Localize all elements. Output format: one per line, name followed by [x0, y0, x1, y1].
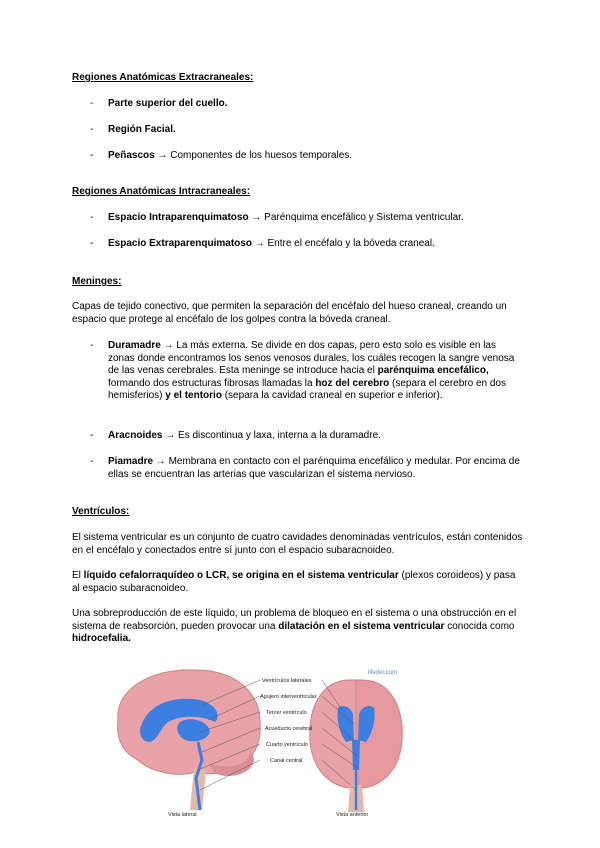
label-acueducto-cerebral: Acueducto cerebral	[265, 726, 313, 732]
heading-ventriculos: Ventrículos:	[72, 506, 130, 517]
anterior-brain-illustration	[310, 680, 402, 812]
ventriculos-p3: Una sobreproducción de este líquido, un problema de bloqueo en el sistema o una obstrucción en el sistema de reabsorción, pueden provocar una dilatación en el sistema ventricular conocida como hidrocefalia.	[72, 608, 517, 644]
lateral-brain-illustration	[118, 670, 261, 810]
heading-extracraneales: Regiones Anatómicas Extracraneales:	[72, 72, 254, 83]
ventriculos-p2: El líquido cefalorraquídeo o LCR, se origina en el sistema ventricular (plexos coroideos) y pasa al espacio subaracnoideo.	[72, 570, 516, 594]
document-page: Regiones Anatómicas Extracraneales: - Parte superior del cuello. - Región Facial. - Peñascos → Componentes de los huesos temporales. Regiones Anatómicas Intracraneales: - Espacio Intraparenquimatoso → Parénquima encefálico y Sistema ventricular. - Espacio Extraparenquimatoso → Entre el encéfalo y la bóveda craneal. Meninges: Capas de tejido conectivo, que permiten la separación del encéfalo del hueso craneal, creando un espacio que protege al encéfalo de los golpes contra la bóveda craneal. - Duramadre → La más externa. Se divide en dos capas, pero esto solo es visible en las zonas donde encontramos los senos venosos durales, los cuáles recogen la sangre venosa de las venas cerebrales. Esta meninge se introduce hacia el parénquima encefálico, formando dos estructuras fibrosas llamadas la hoz del cerebro (separa el cerebro en dos hemisferios) y el tentorio (separa la cavidad craneal en superior e inferior). - Aracnoides → Es discontinua y laxa, interna a la duramadre. - Piamadre → Membrana en contacto con el parénquima encefálico y medular. Por encima de ellas se encuentran las arterias que vascularizan el sistema nervioso. Ventrículos: El sistema ventricular es un conjunto de cuatro cavidades denominadas ventrículos, están contenidos en el encéfalo y conectados entre sí junto con el espacio subaracnoideo. El líquido cefalorraquídeo o LCR, se origina en el sistema ventricular (plexos coroideos) y pasa al espacio subaracnoideo. Una sobreproducción de este líquido, un problema de bloqueo en el sistema o una obstrucción en el sistema de reabsorción, pueden provocar una dilatación en el sistema ventricular conocida como hidrocefalia. Ventrículos laterales Agujero interventricular Tercer ventrículo Acueducto cerebral Cuarto ventrículo Canal central lifeder.com Vista lateral Vista anterior	[72, 72, 523, 818]
heading-meninges: Meninges:	[72, 276, 122, 287]
label-cuarto-ventriculo: Cuarto ventrículo	[266, 742, 308, 748]
label-canal-central: Canal central	[270, 758, 303, 764]
caption-vista-anterior: Vista anterior	[336, 812, 369, 818]
meninges-intro: Capas de tejido conectivo, que permiten la separación del encéfalo del hueso craneal, creando un espacio que protege al encéfalo de los golpes contra la bóveda craneal.	[72, 301, 507, 325]
label-ventriculos-laterales: Ventrículos laterales	[262, 678, 312, 684]
ventricular-system-figure	[110, 660, 440, 820]
heading-intracraneales: Regiones Anatómicas Intracraneales:	[72, 186, 251, 197]
watermark: lifeder.com	[368, 670, 398, 676]
caption-vista-lateral: Vista lateral	[168, 812, 197, 818]
label-agujero-interventricular: Agujero interventricular	[260, 694, 317, 700]
label-tercer-ventriculo: Tercer ventrículo	[266, 710, 307, 716]
ventriculos-p1: El sistema ventricular es un conjunto de cuatro cavidades denominadas ventrículos, están contenidos en el encéfalo y conectados entre sí junto con el espacio subaracnoideo.	[72, 532, 523, 556]
